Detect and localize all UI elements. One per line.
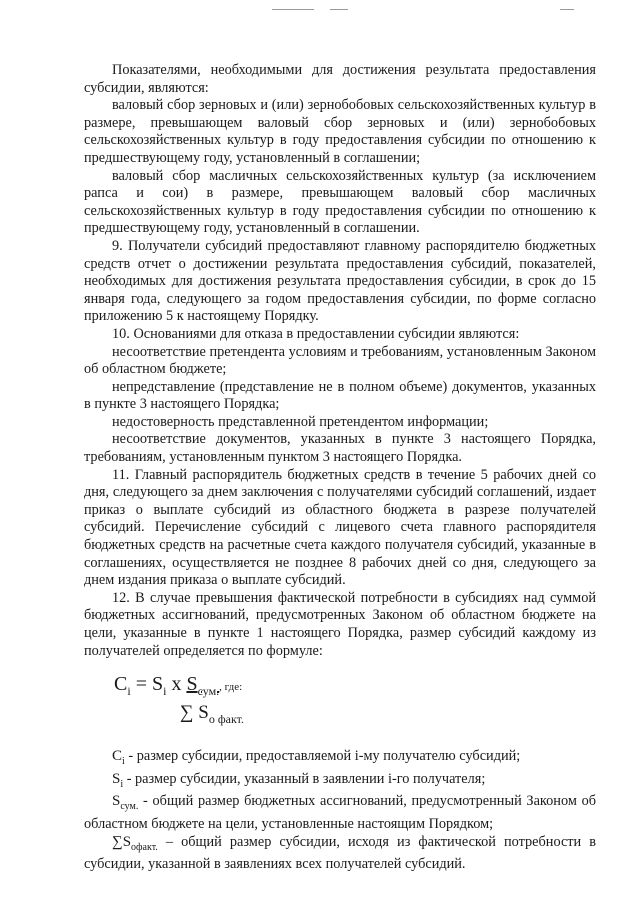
formula-lhs-sub: i [127, 684, 131, 699]
definition-ssum [84, 793, 596, 833]
paragraph-item-12: 12. В случае превышения фактической потребности в субсидиях над суммой бюджетных ассигнований, предусмотренных Законом об областном бюджете на цели, указанные в пункте 1 настоящего Порядка, размер субсидий каждому из получателей определяется по формуле: [84, 589, 596, 659]
paragraph-item-9: 9. Получатели субсидий предоставляют главному распорядителю бюджетных средств отчет о достижении результата предоставления субсидий, показателей, необходимых для достижения результата предоставления субсидии, в срок до 15 января года, следующего за годом предоставления субсидии, по форме согласно приложению 5 к настоящему Порядку. [84, 237, 596, 325]
definition-sym: S [112, 793, 121, 810]
formula-num: S [186, 673, 198, 696]
paragraph-refusal-1: несоответствие претендента условиям и требованиям, установленным Законом об областном бюджете; [84, 343, 596, 378]
definition-symbol [112, 793, 139, 813]
definition-ci [84, 748, 596, 771]
formula-lhs: C [114, 673, 128, 696]
definition-text: - общий размер бюджетных ассигнований, предусмотренный Законом об областном бюджете на цели, установленные настоящим Порядком; [84, 793, 596, 832]
formula-den-sub: о факт. [208, 711, 244, 726]
paragraph-item-10: 10. Основаниями для отказа в предоставлении субсидии являются: [112, 325, 520, 342]
formula-sum-sign: ∑ [180, 702, 194, 724]
definition-sub: офакт. [131, 841, 158, 853]
definition-text: - размер субсидии, указанный в заявлении i-го получателя; [123, 770, 486, 787]
document-page [84, 62, 596, 874]
formula-equals: = [130, 673, 152, 696]
paragraph-refusal-4: несоответствие документов, указанных в пункте 3 настоящего Порядка, требованиям, установленным пунктом 3 настоящего Порядка. [84, 431, 596, 466]
formula-num-sub: сум. [197, 684, 220, 699]
formula-times: x [166, 673, 187, 696]
definition-sym: ∑S [112, 833, 132, 850]
paragraph-indicators-intro: Показателями, необходимыми для достижения результата предоставления субсидии, являются: [84, 62, 596, 96]
definition-text: - размер субсидии, предоставляемой i-му получателю субсидий; [124, 748, 521, 765]
formula-main-line [114, 673, 243, 701]
scan-artifact [272, 9, 314, 10]
formula-where: , где: [219, 681, 243, 694]
scan-artifact [330, 9, 348, 10]
paragraph-grain-harvest: валовый сбор зерновых и (или) зернобобовых сельскохозяйственных культур в размере, превышающем валовый сбор зерновых и (или) зернобобовых сельскохозяйственных культур в году предоставления субсидии по отношению к предшествующему году, установленный в соглашении; [84, 97, 596, 166]
definition-text: – общий размер субсидии, исходя из фактической потребности в субсидии, указанной в заявлениях всех получателей субсидий. [84, 833, 596, 873]
paragraph-refusal-2: непредставление (представление не в полном объеме) документов, указанных в пункте 3 настоящего Порядка; [84, 378, 596, 413]
definition-sub: i [120, 778, 124, 790]
formula-s-sub: i [163, 684, 167, 699]
scan-artifact [560, 9, 574, 10]
definition-symbol [112, 770, 124, 790]
definition-symbol [112, 833, 158, 853]
definition-si [84, 771, 596, 794]
definition-sum-sfact [84, 834, 596, 874]
definition-sym: S [112, 770, 121, 787]
formula-numerator [186, 673, 220, 699]
definition-symbol [112, 748, 125, 768]
subsidy-formula [84, 674, 596, 738]
paragraph-oilseed-harvest: валовый сбор масличных сельскохозяйственных культур (за исключением рапса и сои) в размере, превышающем валовый сбор масличных сельскохозяйственных культур в году предоставления субсидии по отношению к предшествующему году, установленный в соглашении. [84, 167, 596, 237]
paragraph-refusal-3: недостоверность представленной претендентом информации; [112, 413, 489, 430]
definition-sub: i [122, 756, 125, 768]
formula-denominator [180, 704, 244, 728]
definition-sub: сум. [120, 801, 139, 813]
formula-den: S [198, 702, 209, 724]
paragraph-item-11: 11. Главный распорядитель бюджетных средств в течение 5 рабочих дней со дня, следующего за днем заключения с получателями субсидий соглашений, издает приказ о выплате субсидий из областного бюджета в разрезе получателей субсидий. Перечисление субсидий с лицевого счета главного распорядителя бюджетных средств на расчетные счета каждого получателя субсидий, указанные в соглашениях, осуществляется не позднее 8 рабочих дней со дня, следующего за днем издания приказа о выплате субсидий. [84, 466, 596, 589]
formula-s: S [151, 673, 164, 696]
definition-sym: C [112, 748, 123, 765]
